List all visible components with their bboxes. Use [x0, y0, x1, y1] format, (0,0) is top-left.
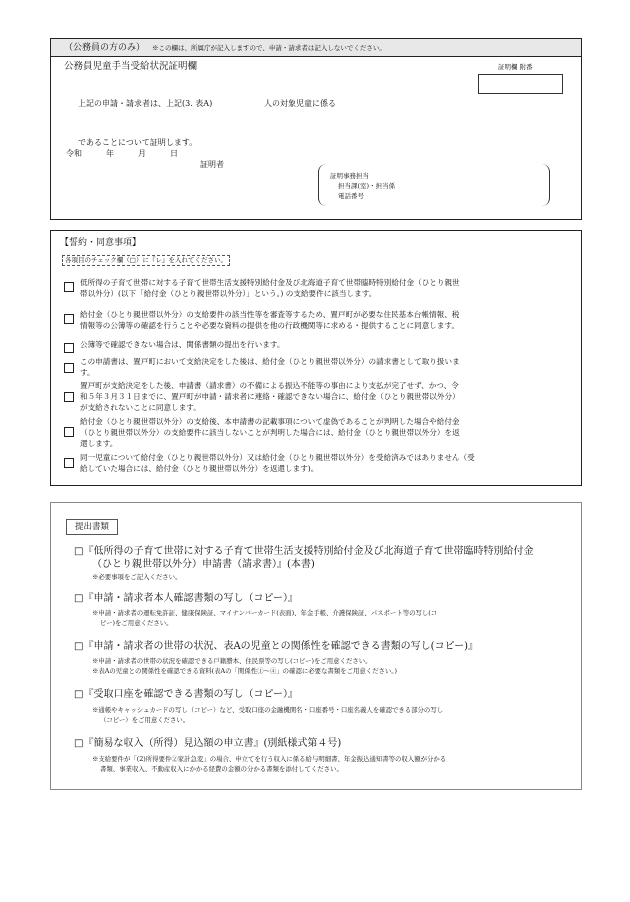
- official-line1b: 人の対象児童に係る: [264, 99, 336, 108]
- consent-item-line: 置戸町が支給決定をした後、申請書（請求書）の不備による振込不能等の事由により支払が完了せず、かつ、令: [80, 381, 459, 390]
- contact-line3: 電話番号: [338, 192, 364, 200]
- consent-checkbox[interactable]: [64, 427, 74, 437]
- cert-number-field[interactable]: [478, 74, 563, 94]
- consent-checkbox[interactable]: [64, 314, 74, 324]
- doc-item-title: □『申請・請求者の世帯の状況、表Aの児童との関係性を確認できる書類の写し(コピー)』: [74, 641, 479, 652]
- official-date: 令和 年 月 日: [66, 149, 178, 158]
- doc-item-title: □『申請・請求者本人確認書類の写し（コピー）』: [74, 593, 299, 604]
- consent-item: [80, 339, 570, 350]
- consent-item: [80, 356, 570, 378]
- official-title: 公務員児童手当受給状況証明欄: [64, 61, 198, 72]
- documents-label: 提出書類: [66, 519, 118, 535]
- consent-item-line: 還します。: [80, 439, 118, 448]
- consent-item-line: 給付金（ひとり親世帯以外分）の支給要件の該当性等を審査等するため、置戸町が必要な住民基本台帳情報、税: [80, 310, 460, 319]
- consent-item: [80, 416, 570, 449]
- consent-checkbox[interactable]: [64, 363, 74, 373]
- consent-item: [80, 452, 570, 474]
- consent-item-line: す。: [80, 368, 95, 377]
- consent-item-line: が支給されないことに同意します。: [80, 403, 201, 412]
- consent-item-line: 同一児童について給付金（ひとり親世帯以外分）又は給付金（ひとり親世帯以外分）を受給済みではありません（受: [80, 453, 475, 462]
- consent-item-line: 和５年３月３１日までに、置戸町が申請・請求者に連絡・確認できない場合に、給付金（ひとり親世帯以外分）: [80, 392, 460, 401]
- consent-checkbox[interactable]: [64, 343, 74, 353]
- consent-item-line: 給付金（ひとり親世帯以外分）の支給後、本申請書の記載事項について虚偽であることが判明した場合や給付金: [80, 417, 460, 426]
- doc-item-note: ピー)をご用意ください。: [100, 619, 173, 627]
- consent-item: [80, 309, 570, 331]
- doc-item-title: □『低所得の子育て世帯に対する子育て世帯生活支援特別給付金及び北海道子育て世帯臨時特別給付金: [74, 546, 534, 557]
- official-tag: （公務員の方のみ）: [64, 43, 146, 53]
- consent-item: [80, 277, 570, 299]
- consent-instruction: 各項目のチェック欄（□）に『レ』を入れてください。: [62, 255, 230, 266]
- consent-title: 【誓約・同意事項】: [60, 238, 142, 248]
- doc-item-note: ※支給要件が「(2)所得要件②家計急変」の場合、申立てを行う収入に係る給与明細書、年金振込通知書等の収入額が分かる: [92, 755, 447, 763]
- consent-item-line: 低所得の子育て世帯に対する子育て世帯生活支援特別給付金及び北海道子育て世帯臨時特別給付金（ひとり親世: [80, 278, 460, 287]
- certifier-label: 証明者: [200, 160, 224, 169]
- contact-line1: 証明事務担当: [330, 172, 369, 180]
- consent-item-line: この申請書は、置戸町において支給決定をした後は、給付金（ひとり親世帯以外分）の請求書として取り扱いま: [80, 357, 460, 366]
- consent-checkbox[interactable]: [64, 282, 74, 292]
- doc-item-note: （コピー）をご用意ください。: [100, 716, 190, 724]
- doc-item-note: ※必要事項をご記入ください。: [92, 573, 182, 581]
- cert-number-label: 証明欄 附番: [498, 63, 533, 71]
- doc-item-note: ※表Aの児童との関係性を確認できる資料(表Aの「関係性①～④」の確認に必要な書類をご用意ください。): [92, 667, 397, 675]
- doc-item-note: 書類、事業収入、不動産収入にかかる経費の金額の分かる書類を添付してください。: [100, 765, 343, 773]
- consent-checkbox[interactable]: [64, 392, 74, 402]
- consent-item-line: 情報等の公簿等の確認を行うことや必要な資料の提供を他の行政機関等に求める・提供することに同意します。: [80, 321, 460, 330]
- official-note: ※この欄は、所属庁が記入しますので、申請・請求者は記入しないでください。: [152, 44, 386, 52]
- doc-item-title: （ひとり親世帯以外分）申請書（請求書）』(本書): [92, 559, 315, 570]
- doc-item-title: □『受取口座を確認できる書類の写し（コピー）』: [74, 689, 299, 700]
- doc-item-title: □『簡易な収入（所得）見込額の申立書』(別紙様式第４号): [74, 738, 342, 749]
- consent-item: [80, 380, 570, 413]
- doc-item-note: ※通帳やキャッシュカードの写し（コピー）など、受取口座の金融機関名・口座番号・口座名義人を確認できる部分の写し: [92, 706, 444, 714]
- consent-item-line: 帯以外分）(以下「給付金（ひとり親世帯以外分）」という。) の支給要件に該当します。: [80, 289, 377, 298]
- doc-item-note: ※申請・請求者の運転免許証、健康保険証、マイナンバーカード(表面)、年金手帳、介護保険証、パスポート等の写し(コ: [92, 609, 438, 617]
- consent-item-line: 給していた場合には、給付金（ひとり親世帯以外分）を返還します)。: [80, 464, 319, 473]
- official-line2: であることについて証明します。: [78, 138, 198, 147]
- consent-item-line: （ひとり親世帯以外分）の支給要件に該当しないことが判明した場合には、給付金（ひとり親世帯以外分）を返: [80, 428, 460, 437]
- consent-item-line: 公簿等で確認できない場合は、関係書類の提出を行います。: [80, 340, 285, 349]
- contact-line2: 担当課(室)・担当係: [338, 182, 396, 190]
- official-line1a: 上記の申請・請求者は、上記(3. 表A): [78, 99, 213, 108]
- doc-item-note: ※申請・請求者の世帯の状況を確認できる戸籍謄本、住民票等の写し(コピー)をご用意ください。: [92, 657, 372, 665]
- consent-checkbox[interactable]: [64, 458, 74, 468]
